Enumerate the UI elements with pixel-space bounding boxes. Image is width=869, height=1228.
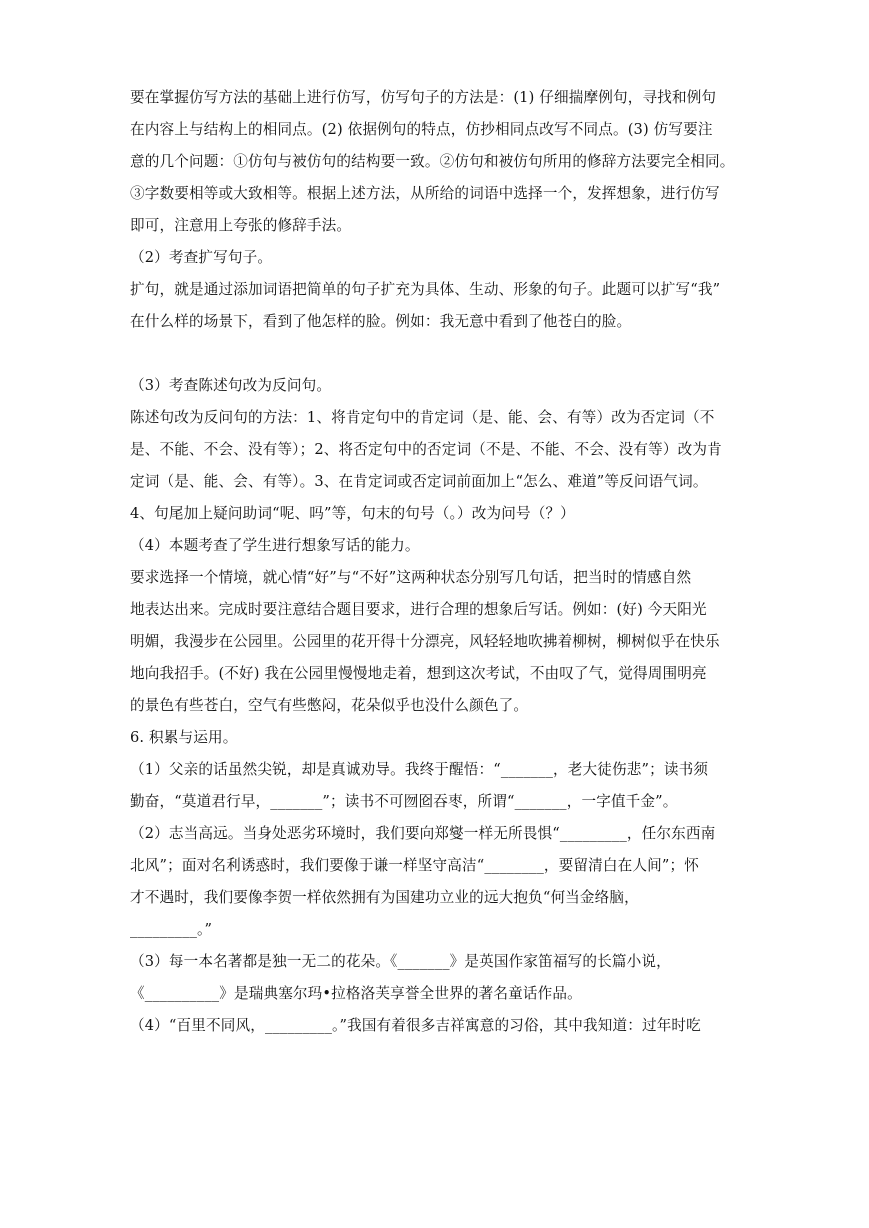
text-line: 北风”；面对名利诱惑时，我们要像于谦一样坚守高洁“________，要留清白在人间”；怀 (130, 857, 699, 874)
text-line: （3）每一本名著都是独一无二的花朵。《_______》是英国作家笛福写的长篇小说， (130, 953, 671, 970)
section-heading: （2）考查扩写句子。 (130, 249, 273, 266)
text-line: 勤奋，“莫道君行早，_______”；读书不可囫囵吞枣，所谓“_______，一字值千金”。 (130, 793, 678, 810)
text-line: 要求选择一个情境，就心情“好”与“不好”这两种状态分别写几句话，把当时的情感自然 (130, 569, 692, 586)
text-line: 定词（是、能、会、有等）。3、在肯定词或否定词前面加上“怎么、难道”等反问语气词。 (130, 473, 708, 490)
text-line: ③字数要相等或大致相等。根据上述方法，从所给的词语中选择一个，发挥想象，进行仿写 (130, 185, 720, 202)
section-heading: （4）本题考查了学生进行想象写话的能力。 (130, 537, 420, 554)
text-line: 4、句尾加上疑问助词“呢、吗”等，句末的句号（。）改为问号（？） (130, 505, 575, 522)
text-line: 意的几个问题：①仿句与被仿句的结构要一致。②仿句和被仿句所用的修辞方法要完全相同。 (130, 153, 735, 170)
text-line: 即可，注意用上夸张的修辞手法。 (130, 217, 352, 234)
text-line: 要在掌握仿写方法的基础上进行仿写，仿写句子的方法是：(1) 仔细揣摩例句，寻找和例句 (130, 89, 717, 106)
text-line: 是、不能、不会、没有等）；2、将否定句中的否定词（不是、不能、不会、没有等）改为肯 (130, 441, 722, 458)
text-line: （4）“百里不同风，_________。”我国有着很多吉祥寓意的习俗，其中我知道：过年时吃 (130, 1017, 701, 1034)
text-line: 明媚，我漫步在公园里。公园里的花开得十分漂亮，风轻轻地吹拂着柳树，柳树似乎在快乐 (130, 633, 720, 650)
document-page (130, 82, 742, 1042)
text-line: _________。” (130, 921, 213, 938)
text-line: 才不遇时，我们要像李贺一样依然拥有为国建功立业的远大抱负“何当金络脑， (130, 889, 639, 906)
text-line: 《__________》是瑞典塞尔玛•拉格洛芙享誉全世界的著名童话作品。 (130, 985, 582, 1002)
text-line: 地向我招手。(不好) 我在公园里慢慢地走着，想到这次考试，不由叹了气，觉得周围明亮 (130, 665, 707, 682)
text-line: 在内容上与结构上的相同点。(2) 依据例句的特点，仿抄相同点改写不同点。(3) 仿写要注 (130, 121, 713, 138)
text-line: （2）志当高远。当身处恶劣环境时，我们要向郑燮一样无所畏惧“_________，任尔东西南 (130, 825, 716, 842)
text-line: 扩句，就是通过添加词语把简单的句子扩充为具体、生动、形象的句子。此题可以扩写“我” (130, 281, 721, 298)
text-line: 的景色有些苍白，空气有些憋闷，花朵似乎也没什么颜色了。 (130, 697, 529, 714)
text-line: （1）父亲的话虽然尖锐，却是真诚劝导。我终于醒悟：“_______，老大徒伤悲”；读书须 (130, 761, 709, 778)
blank-gap (130, 338, 742, 370)
text-line: 陈述句改为反问句的方法：1、将肯定句中的肯定词（是、能、会、有等）改为否定词（不 (130, 409, 715, 426)
section-heading: （3）考查陈述句改为反问句。 (130, 377, 332, 394)
text-line: 地表达出来。完成时要注意结合题目要求，进行合理的想象后写话。例如：(好) 今天阳光 (130, 601, 707, 618)
question-heading: 6. 积累与运用。 (130, 729, 238, 746)
text-line: 在什么样的场景下，看到了他怎样的脸。例如：我无意中看到了他苍白的脸。 (130, 313, 632, 330)
